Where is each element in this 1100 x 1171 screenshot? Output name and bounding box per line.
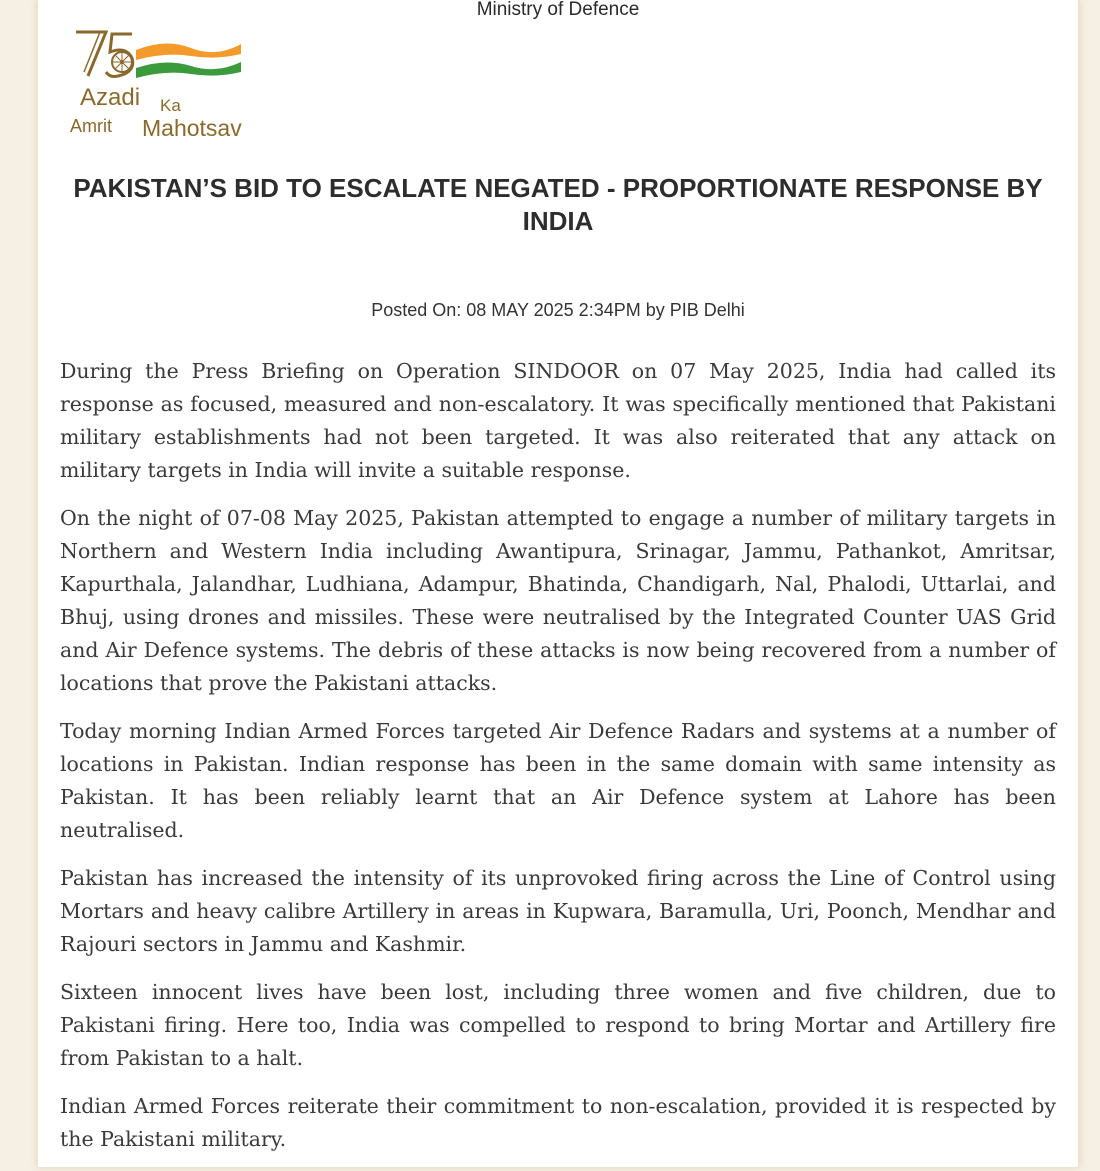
article-title: PAKISTAN’S BID TO ESCALATE NEGATED - PROPORTIONATE RESPONSE BY INDIA xyxy=(73,173,1043,236)
logo-emblem-icon xyxy=(66,28,246,88)
ministry-name: Ministry of Defence xyxy=(476,0,640,20)
logo-text-azadi: Azadi xyxy=(80,84,141,111)
press-release-page xyxy=(38,0,1078,1167)
paragraph: Today morning Indian Armed Forces targeted Air Defence Radars and systems at a number of locations in Pakistan. Indian response has been in the same domain with same intensity as Pakistan. It has been reliably learnt that an Air Defence system at Lahore has been neutralised. xyxy=(60,719,1056,842)
article-body xyxy=(60,355,1056,1171)
paragraph: During the Press Briefing on Operation SINDOOR on 07 May 2025, India had called its response as focused, measured and non-escalatory. It was specifically mentioned that Pakistani military establishments had not been targeted. It was also reiterated that any attack on military targets in India will invite a suitable response. xyxy=(60,359,1056,482)
logo-text-amrit: Amrit xyxy=(70,116,112,136)
logo-text-mahotsav: Mahotsav xyxy=(142,115,242,141)
paragraph: Pakistan has increased the intensity of its unprovoked firing across the Line of Control using Mortars and heavy calibre Artillery in areas in Kupwara, Baramulla, Uri, Poonch, Mendhar and Rajouri sectors in Jammu and Kashmir. xyxy=(60,866,1056,956)
paragraph: Sixteen innocent lives have been lost, including three women and five children, due to Pakistani firing. Here too, India was compelled to respond to bring Mortar and Artillery fire from Pakistan to a halt. xyxy=(60,980,1056,1070)
paragraph: Indian Armed Forces reiterate their commitment to non-escalation, provided it is respected by the Pakistani military. xyxy=(60,1094,1056,1151)
posted-date: Posted On: 08 MAY 2025 2:34PM by PIB Delhi xyxy=(371,300,745,320)
azadi-ka-amrit-mahotsav-logo xyxy=(66,28,286,146)
paragraph: On the night of 07-08 May 2025, Pakistan attempted to engage a number of military targets in Northern and Western India including Awantipura, Srinagar, Jammu, Pathankot, Amritsar, Kapurthala, Jalandhar, Ludhiana, Adampur, Bhatinda, Chandigarh, Nal, Phalodi, Uttarlai, and Bhuj, using drones and missiles. These were neutralised by the Integrated Counter UAS Grid and Air Defence systems. The debris of these attacks is now being recovered from a number of locations that prove the Pakistani attacks. xyxy=(60,506,1056,695)
logo-text-ka: Ka xyxy=(160,96,181,115)
